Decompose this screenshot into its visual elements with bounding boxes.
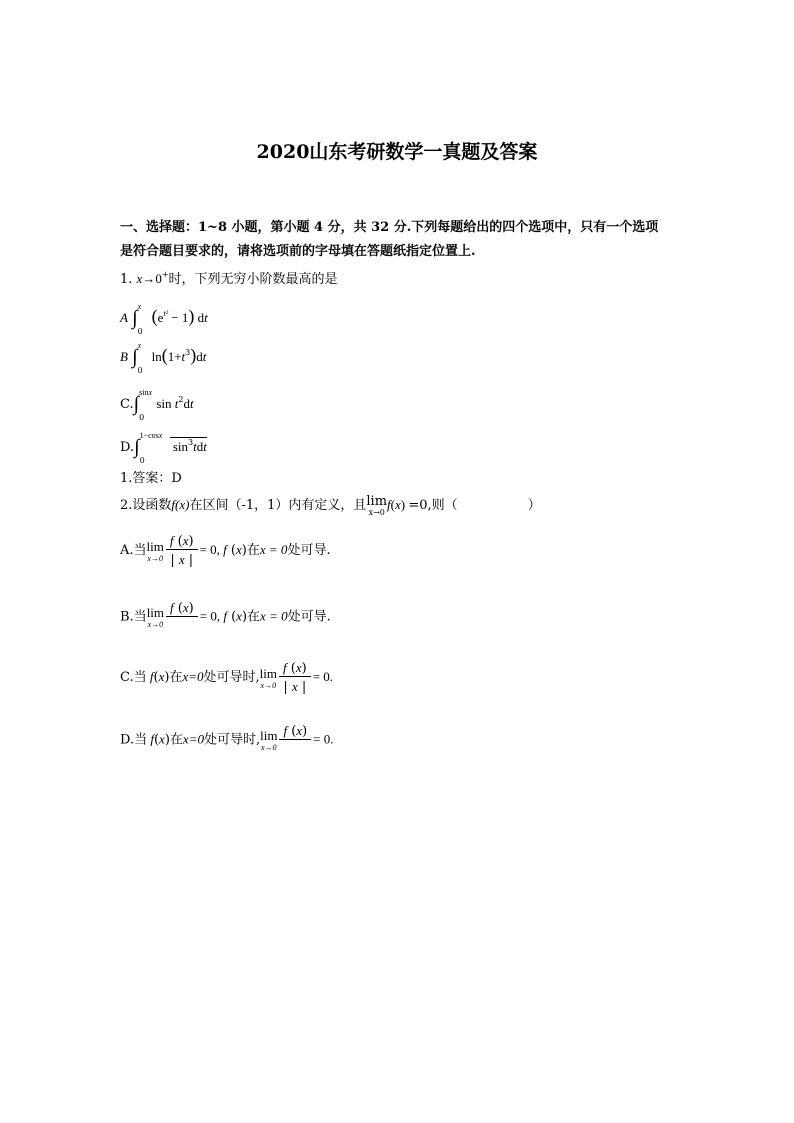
q2-d-x0: x=0 [182,731,204,747]
q2-lim-sub: x→0 [368,508,385,517]
q1-option-b-letter: B [120,349,128,364]
q2-eq0: =0,则（ [408,498,458,513]
q1-option-a-letter: A [120,310,128,325]
q2-fx: f(x) [171,497,190,512]
q1-variable: x [136,271,143,286]
q2-option-b-label: B.当 [120,609,147,625]
q1-option-b: B ∫ x 0 $\ln(1+t^3)dt$ [120,340,207,375]
q2-c-x0: x=0 [182,669,204,684]
q2-c-zai: 在 [169,670,183,685]
q2-option-d-label: D.当 [120,732,148,748]
q2-d-cond: 处可导时, [203,732,261,748]
q2-b-eq: = 0, [199,608,221,624]
q1-arrow: →0 [142,271,162,286]
q2-close: ） [527,498,541,513]
q2-text2: 在区间（-1，1）内有定义，且 [189,498,367,513]
q2-lim: lim [366,494,388,509]
q2-b-end: 处可导. [287,609,331,625]
q2-option-d: D.当 f(x)在x=0处可导时, lim x→0 f (x) = 0. [120,723,334,757]
integral-sign: ∫ [133,393,140,415]
q1-option-d-letter: D. [120,440,135,455]
section-instructions-line1: 一、选择题：1~8 小题，第小题 4 分，共 32 分.下列每题给出的四个选项中，只有一个选项 [120,220,659,235]
q2-option-a: A.当 lim x→0 $\frac{f (x)}{| x |}$ = 0, f (x)在x = 0处可导. [120,533,331,568]
q2-c-cond: 处可导时, [203,670,260,685]
q1-text: 时，下列无穷小阶数最高的是 [168,272,338,287]
q1-answer: 1.答案：D [120,471,182,486]
q2-option-b: B.当 lim x→0 f (x) = 0, f (x)在x = 0处可导. [120,600,331,634]
q1-option-c: C.∫ sinx 0 $\sin t^2dt$ [120,387,194,422]
q2-a-eq: = 0, [199,542,220,557]
q2-a-zai: 在 [246,543,260,558]
integral-sign: ∫ [134,436,140,458]
q1-number: 1. [120,272,133,287]
q2-a-end: 处可导. [287,543,331,558]
q1-option-a: A ∫ x 0 $(e^{t^2} - 1)$ dt [120,301,208,336]
q2-b-zai: 在 [247,609,261,625]
page-title: 2020山东考研数学一真题及答案 [256,141,538,163]
q2-d-zai: 在 [169,732,183,748]
q2-text1: 2.设函数 [120,498,172,513]
q2-option-c-label: C.当 [120,670,147,685]
q2-b-x0: x = 0 [260,608,288,624]
q1-option-d: D.∫ 1−cosx 0 $\sin^3tdt$ [120,430,207,465]
integral-sign: ∫ [132,307,138,329]
section-instructions-line2: 是符合题目要求的，请将选项前的字母填在答题纸指定位置上. [120,244,476,259]
q2-c-end: = 0. [312,669,334,684]
question-2-stem: 2.设函数f(x)在区间（-1，1）内有定义，且 lim x→0 f(x) =0,则（ ） [120,494,541,517]
question-1-stem [120,268,338,287]
q1-plus: + [161,270,169,279]
q1-option-c-letter: C. [120,397,134,412]
integral-sign: ∫ [132,346,138,368]
q2-option-c: C.当 f(x)在x=0处可导时, lim x→0 $\frac{f (x)}{| x |}$ = 0. [120,660,334,695]
q2-option-a-label: A.当 [120,543,147,558]
q2-d-end: = 0. [313,731,334,747]
q2-a-x0: x = 0 [259,542,288,557]
